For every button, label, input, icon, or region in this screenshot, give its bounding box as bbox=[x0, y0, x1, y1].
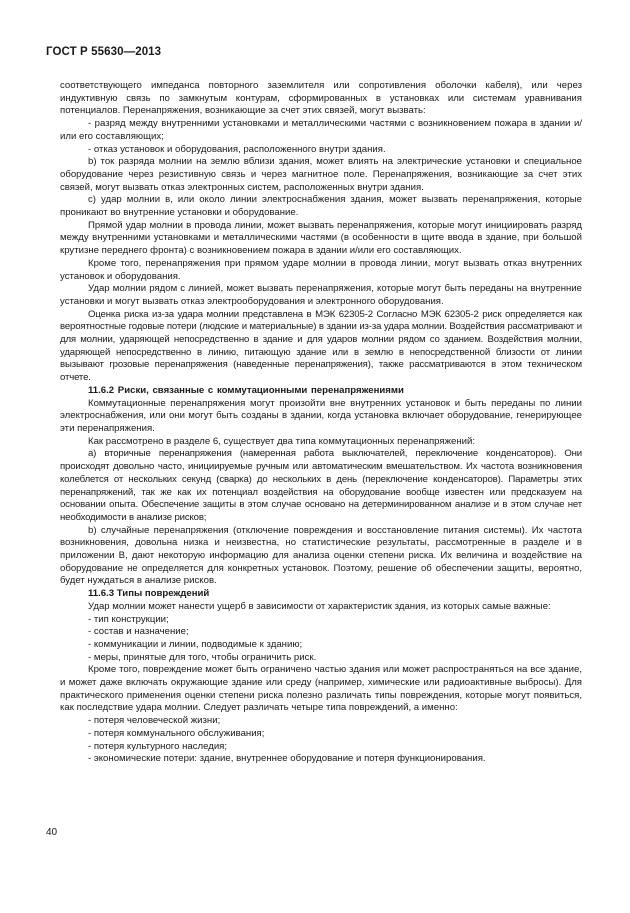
paragraph: Кроме того, перенапряжения при прямом ударе молнии в провода линии, могут вызвать отказ внутренних установок и оборудования. bbox=[60, 257, 582, 282]
list-item: - отказ установок и оборудования, расположенного внутри здания. bbox=[88, 143, 386, 155]
paragraph: b) случайные перенапряжения (отключение повреждения и восстановление питания системы). Их частота возникновения, довольна низка и неизвестна, но статистические результаты, рассмотренные в разделе и в приложении В, дают некоторую информацию для анализа оценки степени риска. Их величина и воздействие на оборудование не определяется для конкретных установок. Поэтому, решение об обеспечении защиты, вероятно, будет нуждаться в анализе рисков. bbox=[60, 524, 582, 587]
paragraph: b) ток разряда молнии на землю вблизи здания, может влиять на электрические установки и специальное оборудование через резистивную связь и через магнитное поле. Перенапряжения, возникающие за счет этих связей, могут вызвать отказ электронных систем, расположенных внутри здания. bbox=[60, 156, 582, 193]
document-body bbox=[60, 80, 582, 766]
list-item: - коммуникации и линии, подводимые к зданию; bbox=[88, 638, 303, 650]
list-item: - экономические потери: здание, внутреннее оборудование и потеря функционирования. bbox=[88, 753, 486, 765]
paragraph: Удар молнии может нанести ущерб в зависимости от характеристик здания, из которых самые важные: bbox=[88, 600, 551, 612]
paragraph: Оценка риска из-за удара молнии представлена в МЭК 62305-2 Согласно МЭК 62305-2 риск определяется как вероятностные годовые потери (людские и материальные) в здании из-за удара молнии. Воздействия рассматривают и для молнии, ударяющей непосредственно в здание и для ударов молнии рядом со зданием. Воздействия молнии, ударяющей непосредственно в линию, питающую здание или в землю в непосредственной близости от линии вызывают грозовые перенапряжения (наведенные перенапряжения), также рассматриваются в этом техническом отчете. bbox=[60, 308, 582, 384]
document-header: ГОСТ Р 55630—2013 bbox=[46, 46, 162, 58]
paragraph: Удар молнии рядом с линией, может вызвать перенапряжения, которые могут быть переданы на внутренние установки и могут вызвать отказ электрооборудования и электронного оборудования. bbox=[60, 283, 582, 307]
list-item: - потеря культурного наследия; bbox=[88, 740, 228, 752]
section-heading: 11.6.3 Типы повреждений bbox=[88, 588, 210, 600]
list-item: - потеря человеческой жизни; bbox=[88, 715, 221, 727]
list-item: - состав и назначение; bbox=[88, 626, 189, 638]
page-number: 40 bbox=[46, 827, 58, 838]
list-item: - тип конструкции; bbox=[88, 613, 169, 625]
paragraph: Прямой удар молнии в провода линии, может вызвать перенапряжения, которые могут инициировать разряд между внутренними установками и металлическими частями (в особенности в щите ввода в здание, при большой крутизне переднего фронта) с возникновением пожара в здании и/или его составляющих. bbox=[60, 219, 582, 257]
section-heading: 11.6.2 Риски, связанные с коммутационными перенапряжениями bbox=[88, 384, 404, 396]
paragraph: Коммутационные перенапряжения могут произойти вне внутренних установок и быть переданы по линии электроснабжения, или они могут быть созданы в здании, когда установка включает оборудование, генерирующее эти перенапряжения. bbox=[60, 397, 582, 434]
list-item: - потеря коммунального обслуживания; bbox=[88, 727, 265, 739]
list-item: - разряд между внутренними установками и металлическими частями с возникновением пожара в здании и/или его составляющих; bbox=[60, 118, 582, 142]
paragraph: соответствующего импеданса повторного заземлителя или сопротивления оболочки кабеля), или через индуктивную связь по замкнутым контурам, сформированных в установках или системам уравнивания потенциалов. Перенапряжения, возникающие за счет этих связей, могут вызвать: bbox=[60, 80, 582, 117]
paragraph: Кроме того, повреждение может быть ограничено частью здания или может распространяться на все здание, и может даже включать окружающие здание или среду (например, химические или радиоактивные выбросы). Для практического применения оценки степени риска полезно различать типы повреждения, которые могут появиться, как последствие удара молнии. Следует различать четыре типа повреждений, а именно: bbox=[60, 664, 582, 714]
paragraph: a) вторичные перенапряжения (намеренная работа выключателей, переключение конденсаторов). Они происходят довольно часто, инициируемые ручным или автоматическим вмешательством. Их частота возникновения колеблется от нескольких секунд (сварка) до нескольких в день (переключение конденсаторов). Параметры этих перенапряжений, так же как их потенциал воздействия на оборудование вообще известен или предсказуем на основании опыта. Обеспечение защиты в этом случае основано на детерминированном анализе и в этом случае нет необходимости в анализе рисков; bbox=[60, 448, 582, 523]
paragraph: Как рассмотрено в разделе 6, существует два типа коммутационных перенапряжений: bbox=[88, 435, 476, 447]
paragraph: c) удар молнии в, или около линии электроснабжения здания, может вызвать перенапряжения, которые проникают во внутренние установки и оборудование. bbox=[60, 194, 582, 219]
list-item: - меры, принятые для того, чтобы ограничить риск. bbox=[88, 651, 317, 663]
